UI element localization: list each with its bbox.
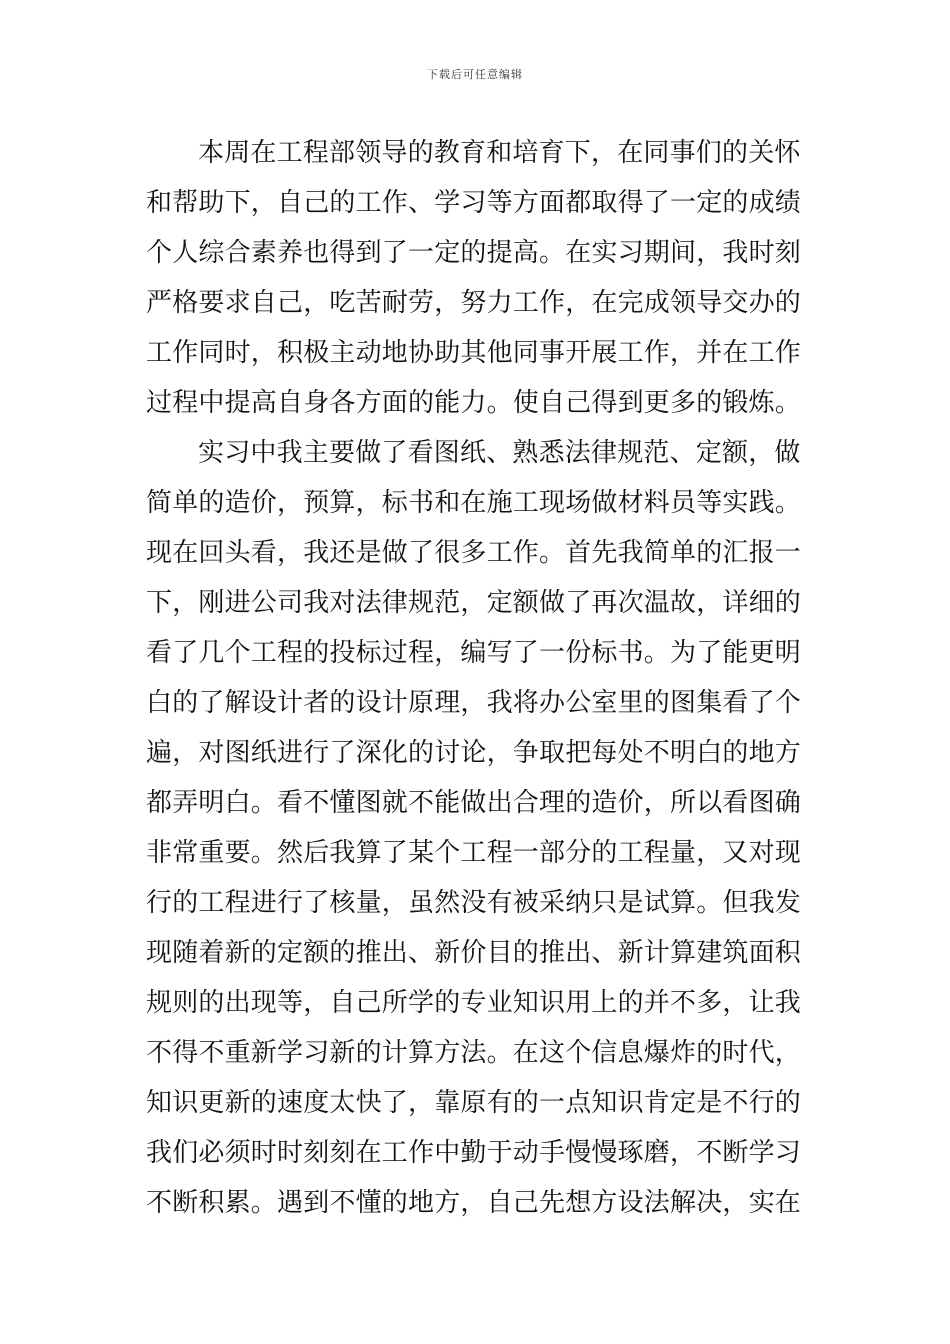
paragraph-2-line-3: 现在回头看，我还是做了很多工作。首先我简单的汇报一: [146, 538, 802, 568]
paragraph-2-line-5: 看了几个工程的投标过程，编写了一份标书。为了能更明: [146, 638, 802, 668]
paragraph-1-line-6: 过程中提高自身各方面的能力。使自己得到更多的锻炼。: [146, 388, 802, 418]
page-header: 下载后可任意编辑: [427, 68, 523, 81]
paragraph-2-line-10: 行的工程进行了核量，虽然没有被采纳只是试算。但我发: [146, 888, 802, 918]
paragraph-2-line-9: 非常重要。然后我算了某个工程一部分的工程量，又对现: [146, 838, 802, 868]
paragraph-2-line-11: 现随着新的定额的推出、新价目的推出、新计算建筑面积: [146, 938, 802, 968]
paragraph-2-line-15: 我们必须时时刻刻在工作中勤于动手慢慢琢磨，不断学习: [146, 1138, 802, 1168]
paragraph-1-line-4: 严格要求自己，吃苦耐劳，努力工作，在完成领导交办的: [146, 288, 802, 318]
paragraph-2-line-13: 不得不重新学习新的计算方法。在这个信息爆炸的时代，: [146, 1038, 802, 1068]
body-text: [146, 128, 814, 1228]
paragraph-1-line-5: 工作同时，积极主动地协助其他同事开展工作，并在工作: [146, 338, 802, 368]
paragraph-2-line-6: 白的了解设计者的设计原理，我将办公室里的图集看了个: [146, 688, 802, 718]
paragraph-2-line-8: 都弄明白。看不懂图就不能做出合理的造价，所以看图确: [146, 788, 802, 818]
paragraph-1-line-1: 本周在工程部领导的教育和培育下，在同事们的关怀: [198, 138, 801, 168]
paragraph-1-line-2: 和帮助下，自己的工作、学习等方面都取得了一定的成绩: [146, 188, 802, 218]
paragraph-2-line-2: 简单的造价，预算，标书和在施工现场做材料员等实践。: [146, 488, 802, 518]
paragraph-2-line-14: 知识更新的速度太快了，靠原有的一点知识肯定是不行的: [146, 1088, 802, 1118]
paragraph-2-line-4: 下，刚进公司我对法律规范，定额做了再次温故，详细的: [146, 588, 802, 618]
paragraph-1-line-3: 个人综合素养也得到了一定的提高。在实习期间，我时刻: [146, 238, 802, 268]
paragraph-2-line-1: 实习中我主要做了看图纸、熟悉法律规范、定额，做: [198, 438, 801, 468]
paragraph-2-line-16: 不断积累。遇到不懂的地方，自己先想方设法解决，实在: [146, 1188, 802, 1218]
paragraph-2-line-12: 规则的出现等，自己所学的专业知识用上的并不多，让我: [146, 988, 802, 1018]
paragraph-2-line-7: 遍，对图纸进行了深化的讨论，争取把每处不明白的地方: [146, 738, 802, 768]
